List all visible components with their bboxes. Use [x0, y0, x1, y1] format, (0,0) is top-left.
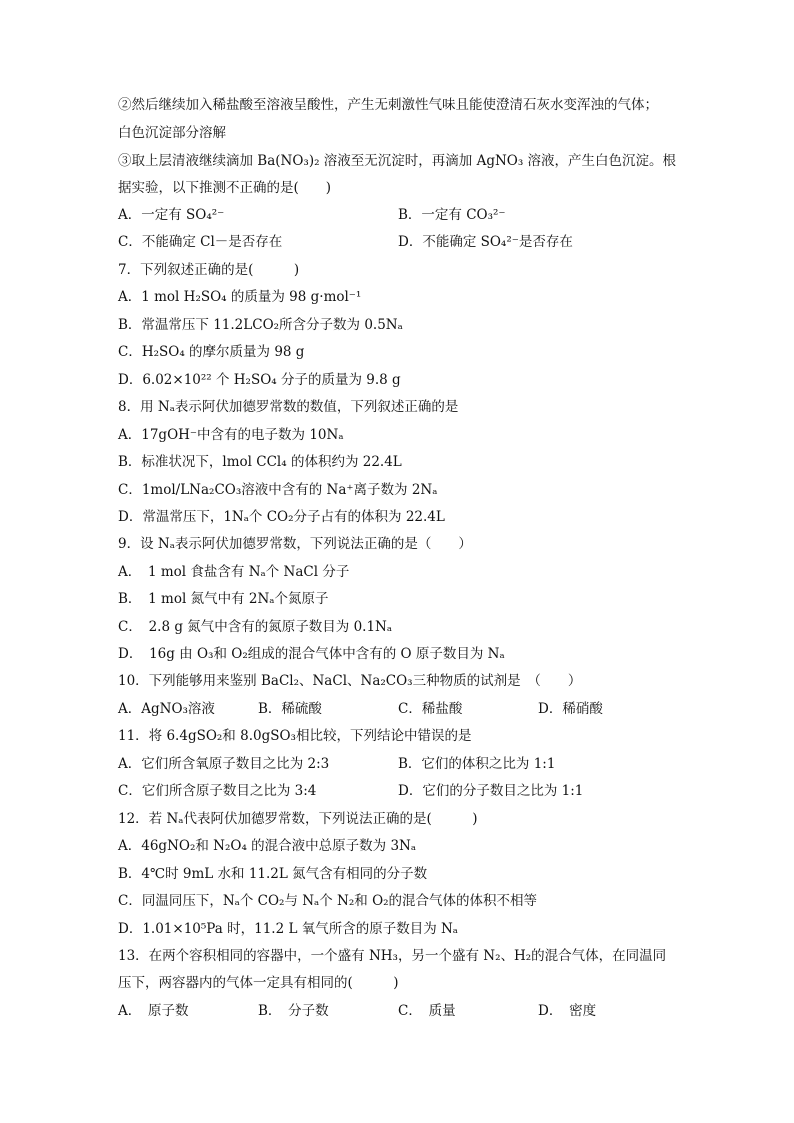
q10-option-d: D．稀硝酸	[538, 701, 603, 717]
q12-option-d: D．1.01×10⁵Pa 时，11.2 L 氧气所含的原子数目为 Nₐ	[118, 921, 459, 937]
q6-stem-end: 据实验，以下推测不正确的是( )	[118, 180, 332, 196]
q6-condition-2-line-2: 白色沉淀部分溶解	[118, 125, 226, 141]
q6-option-d: D．不能确定 SO₄²⁻是否存在	[398, 234, 573, 250]
q8-option-c: C．1mol/LNa₂CO₃溶液中含有的 Na⁺离子数为 2Nₐ	[118, 482, 438, 498]
q12-stem: 12．若 Nₐ代表阿伏加德罗常数，下列说法正确的是( )	[118, 811, 478, 827]
q9-option-b: B． 1 mol 氮气中有 2Nₐ个氮原子	[118, 591, 329, 607]
q11-option-b: B．它们的体积之比为 1:1	[398, 756, 556, 772]
q7-option-a: A．1 mol H₂SO₄ 的质量为 98 g·mol⁻¹	[118, 289, 362, 305]
q9-option-c: C． 2.8 g 氮气中含有的氮原子数目为 0.1Nₐ	[118, 619, 393, 635]
q8-option-d: D．常温常压下，1Nₐ个 CO₂分子占有的体积为 22.4L	[118, 509, 445, 525]
q13-option-a: A． 原子数	[118, 1003, 189, 1019]
q13-stem-line-2: 压下，两容器内的气体一定具有相同的( )	[118, 975, 399, 991]
q13-option-b: B． 分子数	[258, 1003, 329, 1019]
q8-option-a: A．17gOH⁻中含有的电子数为 10Nₐ	[118, 427, 344, 443]
q11-option-c: C．它们所含原子数目之比为 3:4	[118, 783, 317, 799]
q6-option-a: A．一定有 SO₄²⁻	[118, 207, 225, 223]
q6-option-c: C．不能确定 Cl－是否存在	[118, 234, 283, 250]
q7-option-c: C．H₂SO₄ 的摩尔质量为 98 g	[118, 344, 305, 360]
q9-stem: 9．设 Nₐ表示阿伏加德罗常数，下列说法正确的是（ ）	[118, 536, 472, 552]
q13-option-c: C． 质量	[398, 1003, 456, 1019]
q11-option-d: D．它们的分子数目之比为 1:1	[398, 783, 584, 799]
q13-option-d: D． 密度	[538, 1003, 597, 1019]
q8-stem: 8．用 Nₐ表示阿伏加德罗常数的数值，下列叙述正确的是	[118, 399, 459, 415]
q12-option-a: A．46gNO₂和 N₂O₄ 的混合液中总原子数为 3Nₐ	[118, 838, 417, 854]
q12-option-c: C．同温同压下，Nₐ个 CO₂与 Nₐ个 N₂和 O₂的混合气体的体积不相等	[118, 893, 538, 909]
q9-option-a: A． 1 mol 食盐含有 Nₐ个 NaCl 分子	[118, 564, 350, 580]
q9-option-d: D． 16g 由 O₃和 O₂组成的混合气体中含有的 O 原子数目为 Nₐ	[118, 646, 505, 662]
q10-option-a: A．AgNO₃溶液	[118, 701, 215, 717]
q11-option-a: A．它们所含氧原子数目之比为 2:3	[118, 756, 330, 772]
q7-option-d: D．6.02×10²² 个 H₂SO₄ 分子的质量为 9.8 g	[118, 372, 401, 388]
q6-condition-2-line-1: ②然后继续加入稀盐酸至溶液呈酸性，产生无刺激性气味且能使澄清石灰水变浑浊的气体；	[118, 97, 658, 113]
q10-stem: 10．下列能够用来鉴别 BaCl₂、NaCl、Na₂CO₃三种物质的试剂是 （ ）	[118, 673, 582, 689]
q10-option-c: C．稀盐酸	[398, 701, 463, 717]
q6-option-b: B．一定有 CO₃²⁻	[398, 207, 506, 223]
q7-stem: 7．下列叙述正确的是( )	[118, 262, 300, 278]
q7-option-b: B．常温常压下 11.2LCO₂所含分子数为 0.5Nₐ	[118, 317, 403, 333]
q13-stem-line-1: 13．在两个容积相同的容器中，一个盛有 NH₃，另一个盛有 N₂、H₂的混合气体，在同温同	[118, 948, 667, 964]
q11-stem: 11．将 6.4gSO₂和 8.0gSO₃相比较，下列结论中错误的是	[118, 728, 472, 744]
q10-option-b: B．稀硫酸	[258, 701, 322, 717]
q8-option-b: B．标准状况下，lmol CCl₄ 的体积约为 22.4L	[118, 454, 402, 470]
q12-option-b: B．4℃时 9mL 水和 11.2L 氮气含有相同的分子数	[118, 866, 428, 882]
q6-condition-3-line-1: ③取上层清液继续滴加 Ba(NO₃)₂ 溶液至无沉淀时，再滴加 AgNO₃ 溶液，产生白色沉淀。根	[118, 153, 677, 169]
